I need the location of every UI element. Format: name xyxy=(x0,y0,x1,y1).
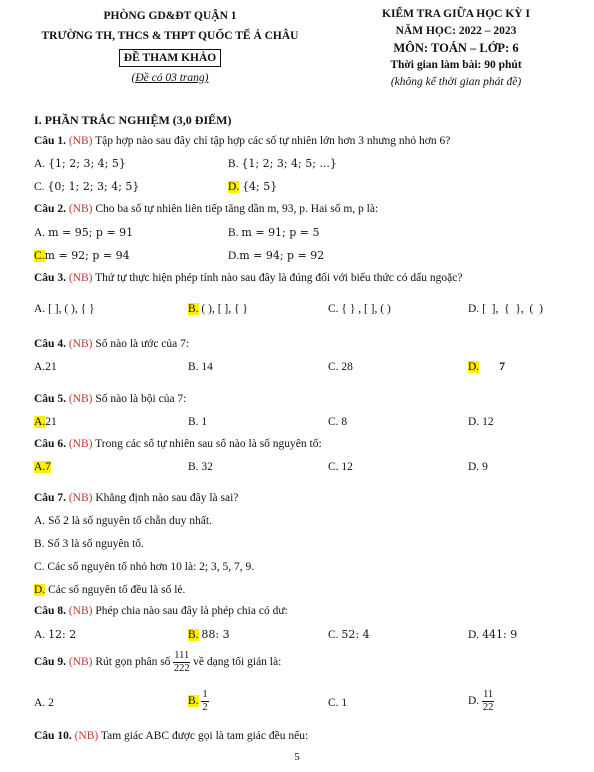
school-year: NĂM HỌC: 2022 – 2023 xyxy=(395,25,517,37)
question-2: Câu 2. (NB) Cho ba số tự nhiên liên tiếp tăng dần m, 93, p. Hai số m, p là: xyxy=(34,203,379,215)
q4-option-b[interactable]: B. 14 xyxy=(188,361,213,373)
question-4: Câu 4. (NB) Số nào là ước của 7: xyxy=(34,338,190,350)
q2-option-a[interactable]: A. m = 95; p = 91 xyxy=(34,226,134,239)
q4-option-c[interactable]: C. 28 xyxy=(328,361,353,373)
header-left xyxy=(20,6,320,88)
q9-option-b[interactable]: B. $\frac{1}{2}$ xyxy=(188,689,208,713)
q3-option-c[interactable]: C. { } , [ ], ( ) xyxy=(328,303,391,315)
q8-option-d[interactable]: D. 441: 9 xyxy=(468,628,518,641)
q1-option-c[interactable]: C. {0; 1; 2; 3; 4; 5} xyxy=(34,180,140,193)
q1-option-b[interactable]: B. {1; 2; 3; 4; 5; ...} xyxy=(228,157,337,170)
question-8: Câu 8. (NB) Phép chia nào sau đây là phép chia có dư: xyxy=(34,605,288,617)
question-1: Câu 1. (NB) Tập hợp nào sau đây chỉ tập hợp các số tự nhiên lớn hơn 3 nhưng nhỏ hơn 6? xyxy=(34,135,451,147)
q5-option-a[interactable]: A.21 xyxy=(34,416,57,428)
q3-option-b[interactable]: B. ( ), [ ], { } xyxy=(188,303,248,315)
question-7: Câu 7. (NB) Khẳng định nào sau đây là sai? xyxy=(34,492,239,504)
dept-name: PHÒNG GD&ĐT QUẬN 1 xyxy=(103,10,237,22)
q8-option-c[interactable]: C. 52: 4 xyxy=(328,628,370,641)
question-6: Câu 6. (NB) Trong các số tự nhiên sau số nào là số nguyên tố: xyxy=(34,438,322,450)
question-3: Câu 3. (NB) Thứ tự thực hiện phép tính nào sau đây là đúng đối với biểu thức có dấu ngoặc? xyxy=(34,272,463,284)
question-10: Câu 10. (NB) Tam giác ABC được gọi là tam giác đều nếu: xyxy=(34,730,309,742)
q8-option-a[interactable]: A. 12: 2 xyxy=(34,628,77,641)
q3-option-a[interactable]: A. [ ], ( ), { } xyxy=(34,303,95,315)
q3-option-d[interactable]: D. [ ], { }, ( ) xyxy=(468,303,543,315)
header-right xyxy=(326,6,586,91)
q4-option-d[interactable]: D. 7 xyxy=(468,361,505,373)
q5-option-b[interactable]: B. 1 xyxy=(188,416,208,428)
q4-option-a[interactable]: A.21 xyxy=(34,361,57,373)
q2-option-b[interactable]: B. m = 91; p = 5 xyxy=(228,226,320,239)
duration: Thời gian làm bài: 90 phút xyxy=(390,59,522,71)
q8-option-b[interactable]: B. 88: 3 xyxy=(188,628,230,641)
fraction-111-222: $\frac{111}{222}$ xyxy=(173,650,190,674)
q6-option-c[interactable]: C. 12 xyxy=(328,461,353,473)
q1-option-a[interactable]: A. {1; 2; 3; 4; 5} xyxy=(34,157,126,170)
question-9: Câu 9. (NB) Rút gọn phân số $\frac{111}{222}$ về dạng tối giản là: xyxy=(34,650,282,674)
q7-option-c[interactable]: C. Các số nguyên tố nhỏ hơn 10 là: 2; 3, 5, 7, 9. xyxy=(34,561,255,573)
fraction-1-2: $\frac{1}{2}$ xyxy=(202,689,208,713)
q5-option-d[interactable]: D. 12 xyxy=(468,416,494,428)
q2-option-c[interactable]: C.m = 92; p = 94 xyxy=(34,249,130,262)
page-number: 5 xyxy=(294,751,300,763)
q2-option-d[interactable]: D.m = 94; p = 92 xyxy=(228,249,325,262)
school-name: TRƯỜNG TH, THCS & THPT QUỐC TẾ Á CHÂU xyxy=(41,30,299,42)
q6-option-b[interactable]: B. 32 xyxy=(188,461,213,473)
q6-option-a[interactable]: A.7 xyxy=(34,461,51,473)
fraction-11-22: $\frac{11}{22}$ xyxy=(482,689,494,713)
section-title: I. PHẦN TRẮC NGHIỆM (3,0 ĐIỂM) xyxy=(34,113,232,127)
q9-option-c[interactable]: C. 1 xyxy=(328,697,348,709)
page-count-note: (Đề có 03 trang) xyxy=(131,72,209,84)
q9-option-a[interactable]: A. 2 xyxy=(34,697,54,709)
q7-option-b[interactable]: B. Số 3 là số nguyên tố. xyxy=(34,538,144,550)
q9-option-d[interactable]: D. $\frac{11}{22}$ xyxy=(468,689,494,713)
q7-option-d[interactable]: D. Các số nguyên tố đều là số lẻ. xyxy=(34,584,186,596)
duration-note: (không kể thời gian phát đề) xyxy=(390,76,522,88)
q7-option-a[interactable]: A. Số 2 là số nguyên tố chẵn duy nhất. xyxy=(34,515,212,527)
doc-type-box: ĐỀ THAM KHẢO xyxy=(119,49,221,67)
q1-option-d[interactable]: D. {4; 5} xyxy=(228,180,278,193)
exam-title: KIỂM TRA GIỮA HỌC KỲ I xyxy=(382,8,530,20)
q5-option-c[interactable]: C. 8 xyxy=(328,416,348,428)
subject-grade: MÔN: TOÁN – LỚP: 6 xyxy=(393,41,519,55)
q6-option-d[interactable]: D. 9 xyxy=(468,461,488,473)
question-5: Câu 5. (NB) Số nào là bội của 7: xyxy=(34,393,187,405)
